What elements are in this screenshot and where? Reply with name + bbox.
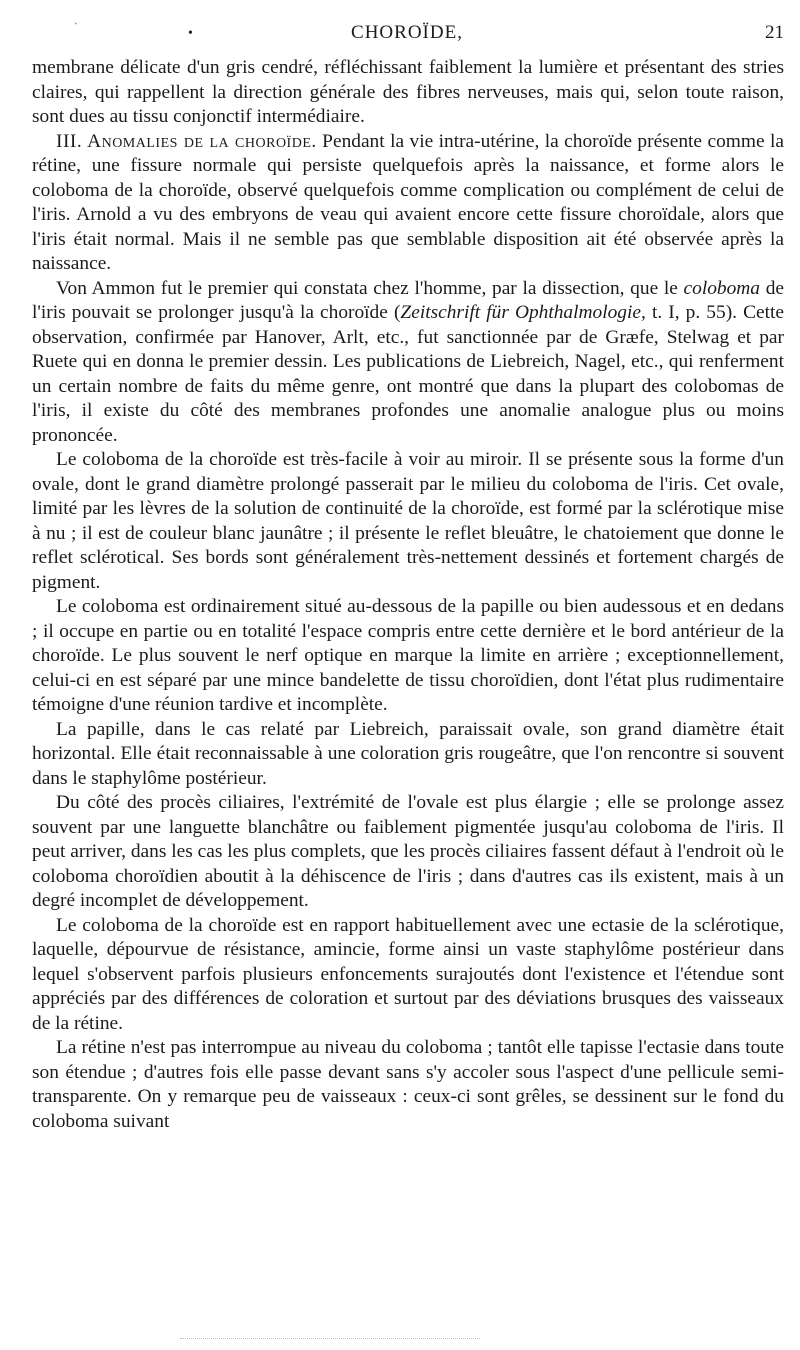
page-body bbox=[32, 56, 784, 1134]
running-header bbox=[30, 22, 784, 50]
paragraph: La papille, dans le cas relaté par Liebreich, paraissait ovale, son grand diamètre était horizontal. Elle était reconnaissable à une coloration gris rougeâtre, que l'on rencontre si souvent dans le staphylôme postérieur. bbox=[32, 718, 784, 789]
section-heading: III. Anomalies de la choroïde. bbox=[56, 130, 317, 152]
italic-term: coloboma bbox=[683, 277, 761, 299]
paragraph: Le coloboma de la choroïde est très-facile à voir au miroir. Il se présente sous la forme d'un ovale, dont le grand diamètre prolongé passerait par le milieu du coloboma de l'iris. Cet ovale, limité par les lèvres de la solution de continuité de la choroïde, est formé par la sclérotique mise à nu ; il est de couleur blanc jaunâtre ; il présente le reflet bleuâtre, le chatoiement que donne le reflet sclérotical. Ses bords sont généralement très-nettement dessinés et fortement chargés de pigment. bbox=[32, 449, 784, 593]
paragraph: Le coloboma est ordinairement situé au-dessous de la papille ou bien audessous et en dedans ; il occupe en partie ou en totalité l'espace compris entre cette dernière et le bord antérieur de la choroïde. Le plus souvent le nerf optique en marque la limite en arrière ; exceptionnellement, celui-ci en est séparé par une mince bandelette de tissu choroïdien, dont l'état plus rudimentaire témoigne d'une réunion tardive et incomplète. bbox=[32, 596, 784, 715]
text-run: , t. I, p. 55). Cette observation, confirmée par Hanover, Arlt, etc., fut sanctionnée par de Græfe, Stelwag et par Ruete qui en donna le premier dessin. Les publications de Liebreich, Nagel, etc., qui renferment un certain nombre de faits du même genre, ont montré que dans la plupart des colobomas de l'iris, il existe du côté des membranes profondes une anomalie analogue plus ou moins prononcée. bbox=[32, 302, 785, 446]
paragraph-von-ammon bbox=[32, 277, 784, 449]
paragraph-continuation: membrane délicate d'un gris cendré, réfléchissant faiblement la lumière et présentant des stries claires, qui rappellent la direction générale des fibres nerveuses, mais qui, selon toute raison, sont dues au tissu conjonctif intermédiaire. bbox=[32, 57, 784, 127]
paragraph-anomalies bbox=[32, 130, 784, 277]
page-number: 21 bbox=[765, 22, 784, 43]
stray-mark: ` bbox=[74, 20, 78, 34]
header-bullet: • bbox=[188, 26, 193, 41]
bottom-artifact-line bbox=[180, 1338, 480, 1339]
journal-title: Zeitschrift für Ophthalmologie bbox=[400, 302, 641, 323]
text-run: Von Ammon fut le premier qui constata chez l'homme, par la dissection, que le bbox=[56, 277, 684, 299]
page-title: CHOROÏDE, bbox=[351, 22, 463, 43]
text-run: de l'iris pouvait se prolonger jusqu'à la choroïde ( bbox=[32, 277, 784, 323]
paragraph: Le coloboma de la choroïde est en rapport habituellement avec une ectasie de la sclérotique, laquelle, dépourvue de résistance, amincie, forme ainsi un vaste staphylôme postérieur dans lequel s'observent parfois plusieurs enfoncements surajoutés dont l'existence et l'étendue sont appréciés par des différences de coloration et surtout par des déviations brusques des vaisseaux de la rétine. bbox=[32, 914, 784, 1034]
paragraph-text: Pendant la vie intra-utérine, la choroïde présente comme la rétine, une fissure normale qui persiste quelquefois après la naissance, et forme alors le coloboma de la choroïde, observé quelquefois comme complication ou complément de celui de l'iris. Arnold a vu des embryons de veau qui avaient encore cette fissure choroïdale, alors que l'iris était normal. Mais il ne semble pas que semblable disposition ait été observée après la naissance. bbox=[32, 130, 784, 274]
paragraph: La rétine n'est pas interrompue au niveau du coloboma ; tantôt elle tapisse l'ectasie dans toute son étendue ; d'autres fois elle passe devant sans s'y accoler sous l'aspect d'une pellicule semi-transparente. On y remarque peu de vaisseaux : ceux-ci sont grêles, se dessinent sur le fond du coloboma suivant bbox=[32, 1037, 784, 1132]
paragraph: Du côté des procès ciliaires, l'extrémité de l'ovale est plus élargie ; elle se prolonge assez souvent par une languette blanchâtre ou faiblement pigmentée jusqu'au coloboma de l'iris. Il peut arriver, dans les cas les plus complets, que les procès ciliaires fassent défaut à l'endroit où le coloboma choroïdien aboutit à la déhiscence de l'iris ; dans d'autres cas ils existent, mais à un degré incomplet de développement. bbox=[32, 792, 784, 911]
